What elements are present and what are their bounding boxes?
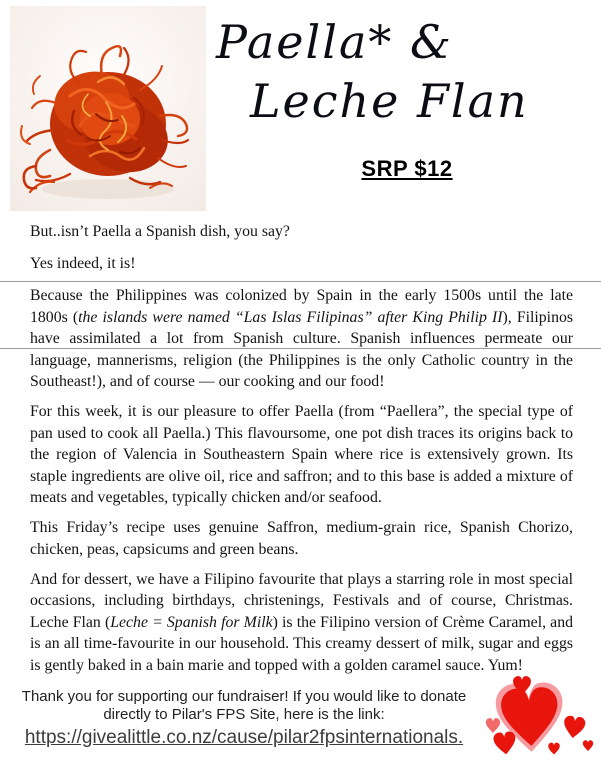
paragraph-recipe: This Friday’s recipe uses genuine Saffron, medium-grain rice, Spanish Chorizo, chicken, peas, capsicums and green beans. bbox=[30, 519, 573, 558]
title-line-1: Paella* & bbox=[216, 15, 453, 69]
paragraph-answer: Yes indeed, it is! bbox=[30, 255, 136, 272]
paragraph-history-text: Because the Philippines was colonized by Spain in the early 1500s until the late 1800s ( bbox=[30, 287, 573, 326]
paragraph-dessert-text: And for dessert, we have a Filipino favourite that plays a starring role in most special occasions, including birthdays, christenings, Festivals and of course, Christmas. Leche Flan ( bbox=[30, 570, 573, 631]
paragraph-history-text-2: ), Filipinos have assimilated a lot from Spanish culture. Spanish influences permeate our language, mannerisms, religion (the Philippines is the only Catholic country in the Southeast!), and of course — our cooking and our food! bbox=[30, 308, 574, 390]
paragraph-history-italic: the islands were named “Las Islas Filipinas” after King Philip II bbox=[78, 308, 503, 326]
donation-link[interactable]: https://givealittle.co.nz/cause/pilar2fpsinternationals. bbox=[24, 727, 464, 748]
footer-thanks-line-2: directly to Pilar's FPS Site, here is the link: bbox=[103, 706, 385, 723]
paragraph-paella: For this week, it is our pleasure to offer Paella (from “Paellera”, the special type of pan used to cook all Paella.) This flavoursome, one pot dish traces its origins back to the region of Valencia in Southeastern Spain where rice is extensively grown. Its staple ingredients are olive oil, rice and saffron; and to this base is added a mixture of meats and vegetables, typically chicken and/or seafood. bbox=[30, 403, 573, 506]
saffron-threads-image bbox=[10, 6, 206, 211]
paragraph-dessert-text-2: ) is the Filipino version of Crème Caramel, and is an all time-favourite in our household. This creamy dessert of milk, sugar and eggs is gently baked in a bain marie and topped with a golden caramel sauce. Yum! bbox=[30, 613, 573, 674]
hearts-image bbox=[470, 674, 595, 762]
hearts-graphic bbox=[470, 674, 595, 762]
donation-link-line bbox=[18, 727, 470, 749]
paragraph-question: But..isn’t Paella a Spanish dish, you say? bbox=[30, 223, 290, 240]
title-line-2: Leche Flan bbox=[250, 74, 529, 128]
title-block bbox=[210, 12, 596, 130]
saffron-photo bbox=[10, 6, 206, 211]
paragraph-dessert-italic: Leche = Spanish for Milk bbox=[110, 613, 273, 631]
paragraph-dessert bbox=[30, 569, 573, 677]
paragraph-history bbox=[30, 285, 573, 393]
price-srp: SRP $12 bbox=[361, 156, 453, 181]
footer-thanks bbox=[18, 688, 470, 724]
footer-thanks-line-1: Thank you for supporting our fundraiser! If you would like to donate bbox=[21, 688, 467, 705]
body-text bbox=[30, 221, 573, 685]
